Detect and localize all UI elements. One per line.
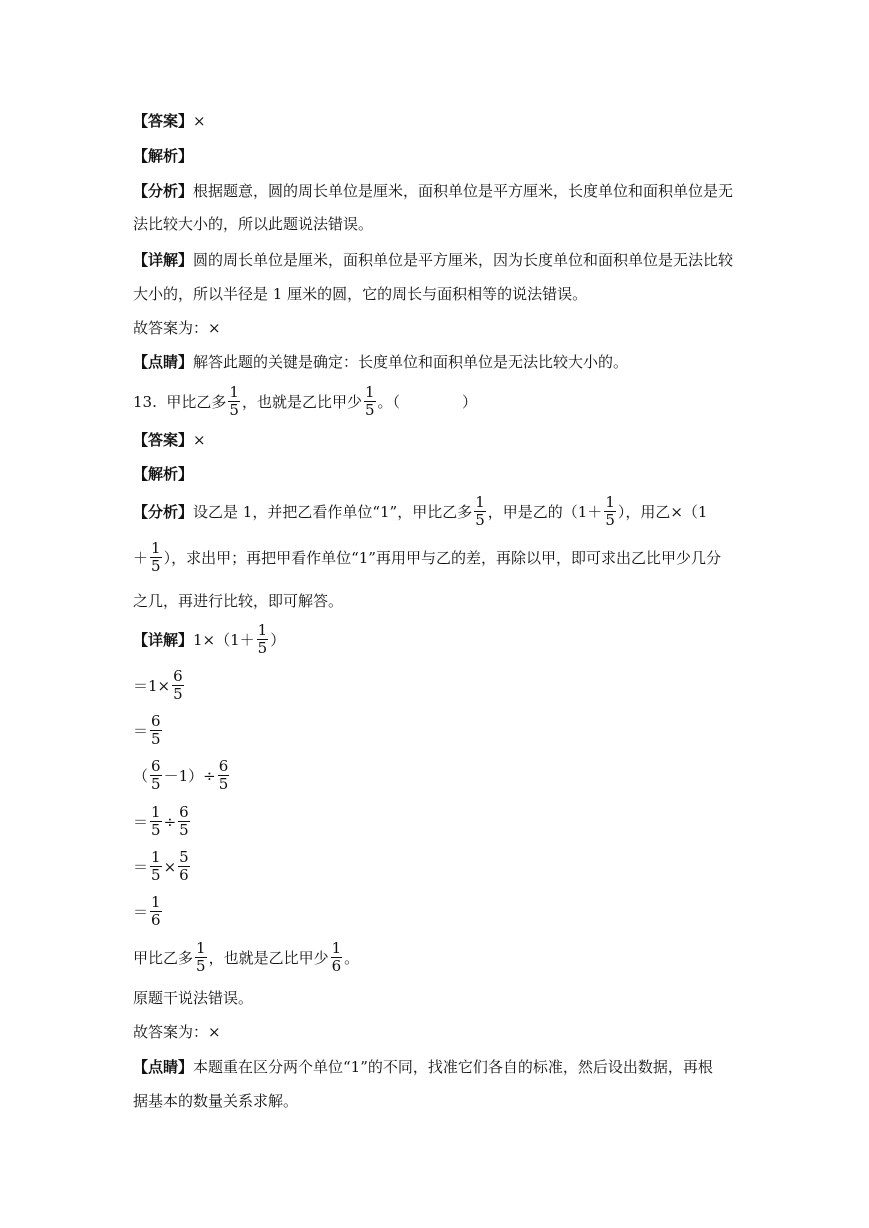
- fenxi-text: 之几，再进行比较，即可解答。: [133, 592, 344, 610]
- xiangjie-text: 大小的，所以半径是 1 厘米的圆，它的周长与面积相等的说法错误。: [133, 285, 588, 303]
- calc-step-7: ＝ $\frac{1}{6}$: [133, 893, 161, 929]
- fenxi-line-13a: [133, 494, 707, 529]
- original-statement: 原题干说法错误。: [133, 989, 254, 1007]
- calc-step: ）: [270, 630, 286, 649]
- fraction-one-fifth: $\frac{1}{5}$: [196, 939, 206, 975]
- dianjing-tag: 【点睛】: [133, 1058, 194, 1076]
- xiangjie-line-12a: [133, 250, 733, 270]
- question-number: 13.: [133, 392, 157, 411]
- conclusion-line: 甲比乙多 $\frac{1}{5}$ ，也就是乙比甲少 $\frac{1}{6}$ 。: [133, 939, 360, 975]
- fraction-six-fifths: $\frac{6}{5}$: [151, 712, 161, 748]
- answer-value: ×: [193, 431, 206, 449]
- final-answer-text: 故答案为：×: [133, 319, 221, 337]
- fraction-one-sixth: $\frac{1}{6}$: [331, 939, 342, 975]
- calc-step-4: （ $\frac{6}{5}$ －1）÷ $\frac{6}{5}$: [133, 757, 229, 793]
- fraction-one-fifth: $\frac{1}{5}$: [475, 493, 485, 529]
- fraction-six-fifths: $\frac{6}{5}$: [218, 757, 229, 793]
- xiangjie-text: 圆的周长单位是厘米，面积单位是平方厘米，因为长度单位和面积单位是无法比较: [193, 251, 734, 269]
- fraction-one-fifth: $\frac{1}{5}$: [151, 848, 161, 884]
- calc-step-3: ＝ $\frac{6}{5}$: [133, 712, 161, 748]
- xiangjie-tag: 【详解】: [133, 251, 194, 269]
- dianjing-text: 解答此题的关键是确定：长度单位和面积单位是无法比较大小的。: [193, 353, 629, 371]
- stem-text: 甲比乙多: [166, 392, 227, 411]
- fraction-one-fifth: $\frac{1}{5}$: [229, 383, 239, 419]
- stem-text: ，也就是乙比甲少: [241, 392, 362, 411]
- fraction-one-fifth: $\frac{1}{5}$: [605, 493, 615, 529]
- stem-text: 。（: [377, 392, 401, 411]
- fraction-six-fifths: $\frac{6}{5}$: [173, 667, 183, 703]
- fenxi-line-12a: [133, 181, 733, 201]
- fenxi-text: ），用乙×（1: [617, 502, 708, 521]
- dianjing-line-12: [133, 352, 628, 372]
- fenxi-line-13c: [133, 591, 343, 611]
- fraction-one-fifth: $\frac{1}{5}$: [364, 383, 375, 419]
- analysis-heading-12: [133, 146, 193, 166]
- stem-text: ）: [462, 392, 478, 411]
- calc-step-2: ＝1× $\frac{6}{5}$: [133, 667, 183, 703]
- fraction-one-sixth: $\frac{1}{6}$: [151, 893, 161, 929]
- fenxi-text: 设乙是 1，并把乙看作单位“1”，甲比乙多: [193, 502, 473, 521]
- fraction-one-fifth: $\frac{1}{5}$: [151, 803, 161, 839]
- fraction-five-sixths: $\frac{5}{6}$: [179, 848, 189, 884]
- fenxi-text: ），求出甲；再把甲看作单位“1”再用甲与乙的差，再除以甲，即可求出乙比甲少几分: [163, 548, 721, 567]
- answer-line-13: [133, 430, 206, 450]
- calc-step-6: ＝ $\frac{1}{5}$ × $\frac{5}{6}$: [133, 848, 189, 884]
- dianjing-line-13b: [133, 1091, 298, 1111]
- dianjing-text: 据基本的数量关系求解。: [133, 1092, 299, 1110]
- fraction-one-fifth: $\frac{1}{5}$: [151, 539, 161, 575]
- answer-tag: 【答案】: [133, 431, 194, 449]
- xiangjie-line-12b: [133, 284, 587, 304]
- xiangjie-line-13: [133, 622, 285, 657]
- final-answer-12: [133, 318, 221, 338]
- calc-step-5: ＝ $\frac{1}{5}$ ÷ $\frac{6}{5}$: [133, 803, 189, 839]
- dianjing-tag: 【点睛】: [133, 353, 194, 371]
- fraction-six-fifths: $\frac{6}{5}$: [179, 803, 189, 839]
- fenxi-tag: 【分析】: [133, 182, 194, 200]
- answer-value: ×: [193, 112, 206, 130]
- analysis-tag: 【解析】: [133, 465, 194, 483]
- fenxi-line-13b: [133, 540, 721, 575]
- fenxi-tag: 【分析】: [133, 502, 194, 521]
- question-13-stem: [133, 384, 477, 419]
- final-answer-13: 故答案为：×: [133, 1023, 221, 1041]
- dianjing-text: 本题重在区分两个单位“1”的不同，找准它们各自的标准，然后设出数据，再根: [193, 1058, 713, 1076]
- analysis-tag: 【解析】: [133, 147, 194, 165]
- answer-tag: 【答案】: [133, 112, 194, 130]
- fraction-six-fifths: $\frac{6}{5}$: [151, 757, 161, 793]
- analysis-heading-13: [133, 464, 193, 484]
- fenxi-text: ，甲是乙的（1＋: [487, 502, 603, 521]
- fenxi-line-12b: [133, 214, 373, 234]
- xiangjie-tag: 【详解】: [133, 630, 194, 649]
- calc-step: 1×（1＋: [193, 630, 255, 649]
- dianjing-line-13a: [133, 1057, 713, 1077]
- fenxi-text: 根据题意，圆的周长单位是厘米，面积单位是平方厘米，长度单位和面积单位是无: [193, 182, 734, 200]
- fenxi-text: 法比较大小的，所以此题说法错误。: [133, 215, 374, 233]
- fraction-one-fifth: $\frac{1}{5}$: [257, 621, 268, 657]
- fenxi-text: ＋: [133, 548, 149, 567]
- answer-line-12: [133, 111, 206, 131]
